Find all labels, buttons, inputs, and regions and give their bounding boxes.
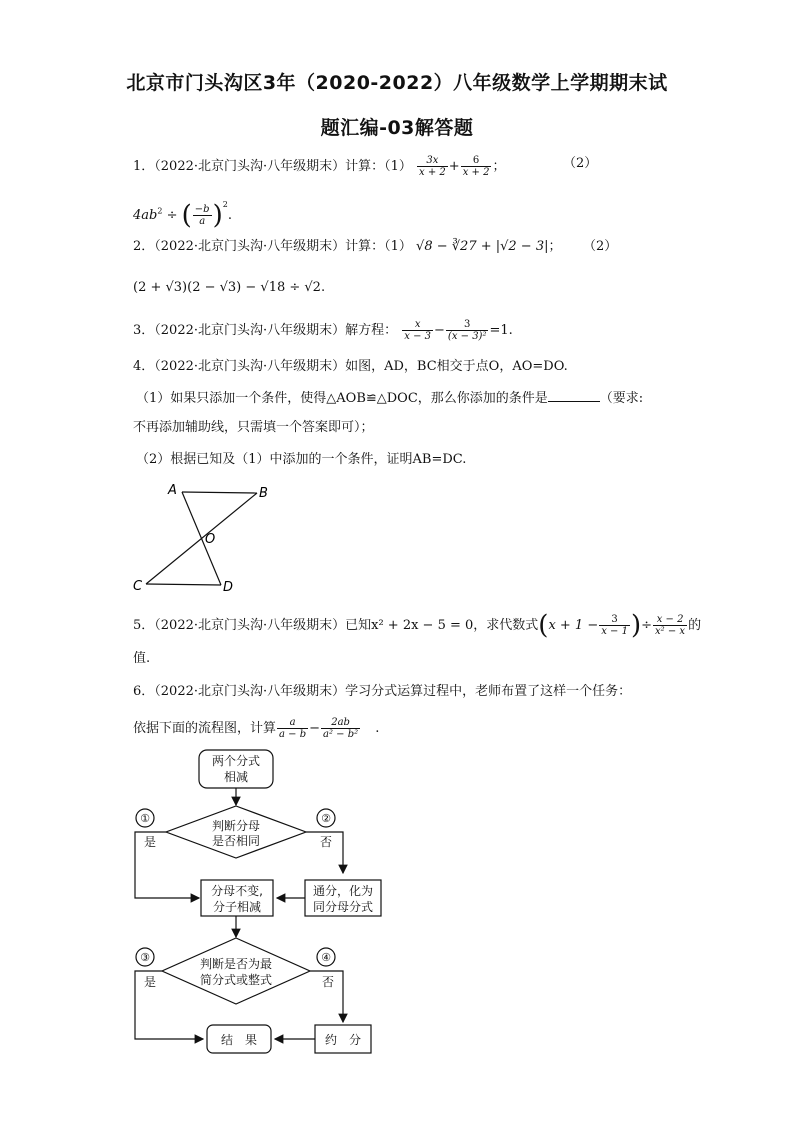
q1-p2-frac: $\frac{-b}{a}$ xyxy=(194,204,210,227)
question-6-line2: 依据下面的流程图，计算 $\frac{a}{a - b}$ − $\frac{2ab}{\text{a² − b²}}$ . xyxy=(133,717,380,740)
question-4: 4．（2022·北京门头沟·八年级期末）如图，AD，BC相交于点O，AO=DO. xyxy=(133,359,568,374)
point-o-label: O xyxy=(205,532,216,547)
no-2-label: 否 xyxy=(321,975,335,989)
question-1-part2: $4ab^2$ ÷ ( $\frac{-b}{a}$ )$^2$. xyxy=(133,200,232,231)
common-label-1: 通分，化为 xyxy=(312,884,374,898)
same-label-1: 分母不变, xyxy=(211,884,263,898)
triangle-figure xyxy=(125,480,285,600)
reduce-label: 约 分 xyxy=(324,1033,362,1047)
point-d-label: D xyxy=(223,580,234,595)
q1-part2-label: （2） xyxy=(563,156,598,171)
circle-2-label: ② xyxy=(321,812,331,825)
doc-title-line2: 题汇编-03解答题 xyxy=(320,117,474,139)
q1-frac2: $\frac{6}{x + 2}$ xyxy=(462,155,490,178)
question-2-part2: (2 + √3)(2 − √3) − √18 ÷ √2. xyxy=(133,280,326,295)
start-label-1: 两个分式 xyxy=(211,754,261,768)
question-5-line2: 值. xyxy=(133,651,151,666)
result-label: 结 果 xyxy=(220,1033,258,1047)
common-label-2: 同分母分式 xyxy=(312,900,374,914)
same-label-2: 分子相减 xyxy=(212,900,262,914)
question-3: 3．（2022·北京门头沟·八年级期末）解方程： $\frac{x}{x - 3}$ − $\frac{3}{\text{(x − 3)²}}$ =1. xyxy=(133,319,513,342)
question-2: 2．（2022·北京门头沟·八年级期末）计算：（1） √8 − ∛27 + |√2 − 3|； （2） xyxy=(133,239,618,254)
circle-3-label: ③ xyxy=(140,951,150,964)
decision-1-label-1: 判断分母 xyxy=(211,819,261,833)
point-c-label: C xyxy=(133,579,143,594)
question-4-sub1: （1）如果只添加一个条件，使得△AOB≌△DOC，那么你添加的条件是 （要求: xyxy=(136,391,644,406)
start-label-2: 相减 xyxy=(223,770,249,784)
decision-2-label-2: 简分式或整式 xyxy=(199,973,273,987)
q1-stem: 1．（2022·北京门头沟·八年级期末）计算：（1） xyxy=(133,159,412,174)
doc-title-line1: 北京市门头沟区3年（2020-2022）八年级数学上学期期末试 xyxy=(126,72,668,94)
q2-part2-expr: (2 + √3)(2 − √3) − √18 ÷ √2 xyxy=(133,280,321,295)
decision-2 xyxy=(162,938,310,1004)
question-6: 6．（2022·北京门头沟·八年级期末）学习分式运算过程中，老师布置了这样一个任务： xyxy=(133,684,632,699)
circle-1-label: ① xyxy=(140,812,150,825)
question-4-sub2: （2）根据已知及（1）中添加的一个条件，证明AB=DC. xyxy=(136,452,467,467)
no-1-label: 否 xyxy=(319,835,333,849)
decision-1-label-2: 是否相同 xyxy=(211,834,261,848)
circle-4-label: ④ xyxy=(321,951,331,964)
decision-2-label-1: 判断是否为最 xyxy=(199,957,273,971)
yes-1-label: 是 xyxy=(143,835,157,849)
flowchart xyxy=(125,745,395,1060)
question-4-sub1-cont: 不再添加辅助线，只需填一个答案即可）； xyxy=(133,420,374,435)
yes-2-label: 是 xyxy=(143,975,157,989)
question-5: 5．（2022·北京门头沟·八年级期末）已知x² + 2x − 5 = 0，求代数式(x + 1 − $\frac{3}{x - 1}$ )÷ $\frac{x - 2}{\text{x² − x}}$ 的 xyxy=(133,610,702,641)
point-a-label: A xyxy=(168,483,177,498)
question-1: 1．（2022·北京门头沟·八年级期末）计算：（1） $\frac{3x}{x + 2}$ + $\frac{6}{x + 2}$ ； （2） xyxy=(133,155,598,178)
q1-frac1: $\frac{3x}{x + 2}$ xyxy=(419,155,446,178)
answer-blank[interactable] xyxy=(548,389,600,402)
point-b-label: B xyxy=(259,486,268,501)
q2-part1-expr: √8 − ∛27 + |√2 − 3| xyxy=(416,239,549,254)
